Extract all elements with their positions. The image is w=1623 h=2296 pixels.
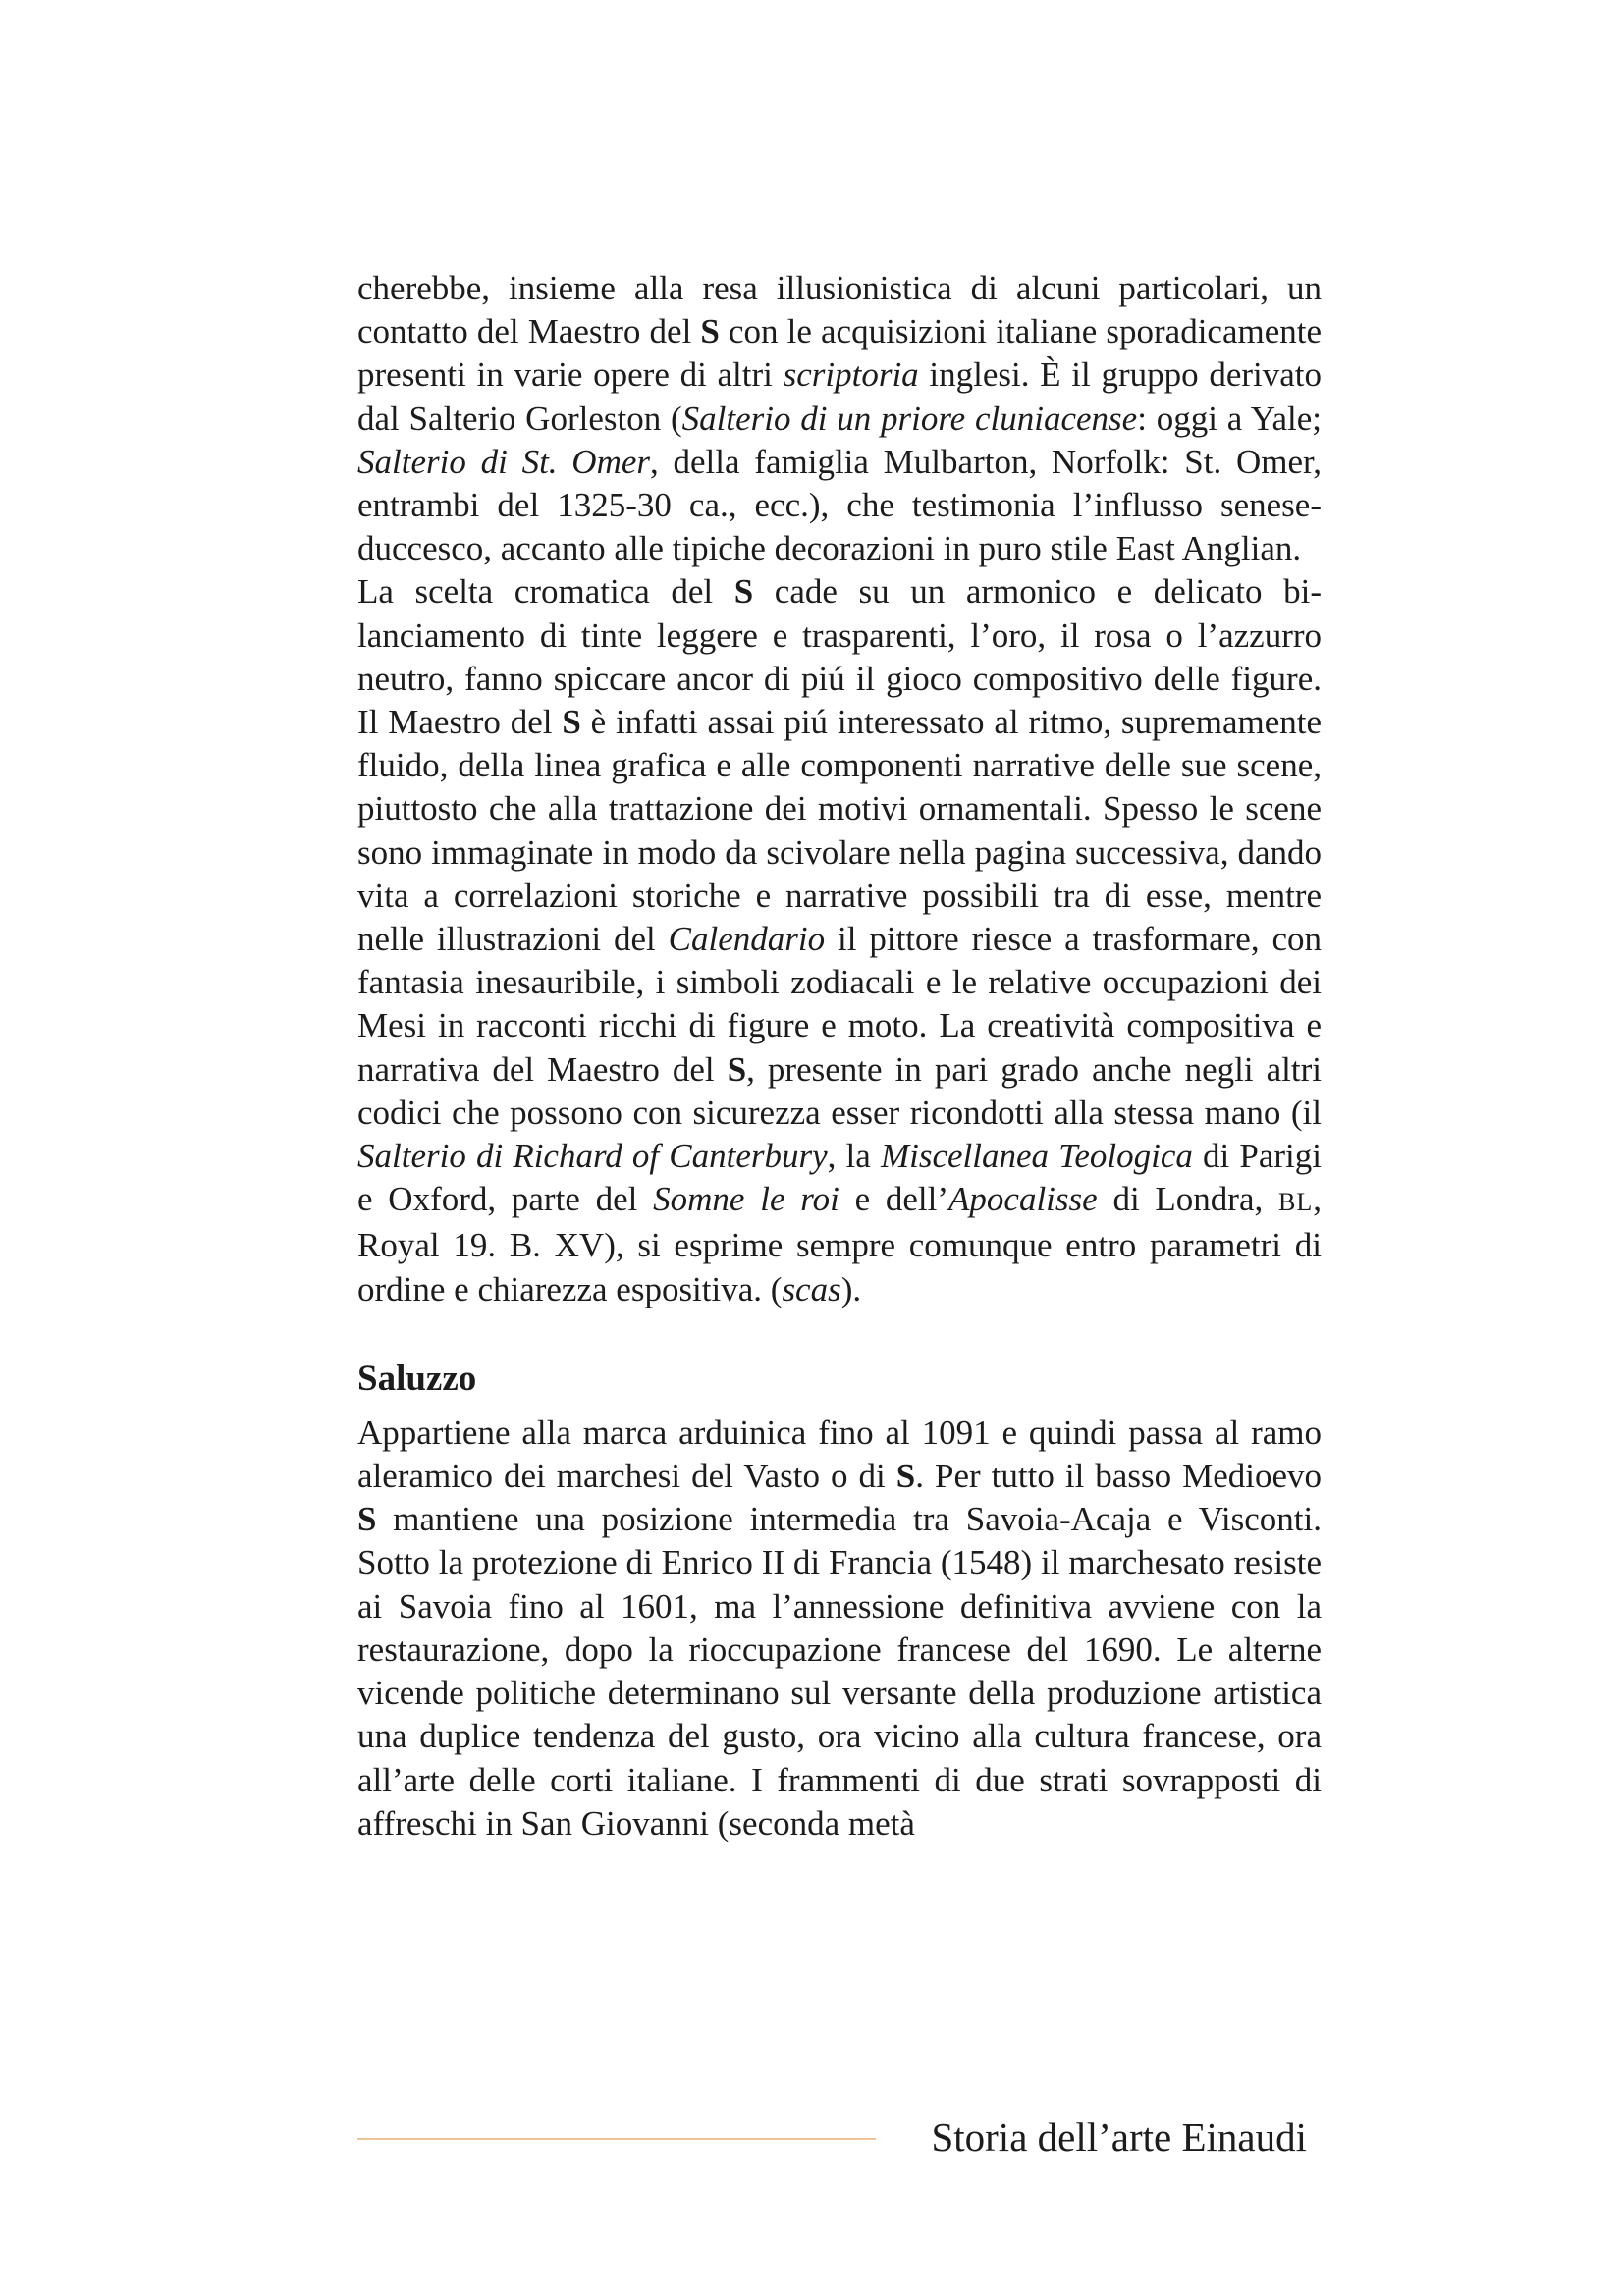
italic-text: scriptoria <box>783 355 919 395</box>
text-run: , la <box>827 1137 881 1176</box>
text-run: Appartiene alla marca arduinica fino al 1091 e quindi passa al ramo aleramico dei marchesi del Vasto o di <box>357 1413 1322 1496</box>
italic-text: Miscellanea Teologica <box>880 1137 1193 1176</box>
text-run: di Londra, <box>1097 1180 1279 1219</box>
bold-abbreviation: S <box>357 1500 377 1539</box>
italic-text: Calendario <box>668 920 826 959</box>
text-run: il pittore riesce a trasformare, con fantasia inesauribile, i simboli zodiacali e le relative occupazioni dei Mesi in racconti ricchi di figure e moto. La creatività compositiva e narrativa del Maestro del <box>357 920 1323 1089</box>
bold-abbreviation: S <box>562 703 581 742</box>
text-run: cade su un armonico e delicato bilanciamento di tinte leggere e trasparenti, l’oro, il rosa o l’azzurro neutro, fanno spiccare ancor di piú il gioco compositivo delle figure. Il Maestro del <box>357 572 1323 742</box>
bold-abbreviation: S <box>895 1457 916 1496</box>
italic-text: Salterio di Richard of Canterbury <box>357 1137 828 1176</box>
text-run: con le acquisizioni italiane sporadicamente presenti in varie opere di altri <box>357 312 1323 395</box>
paragraph-maestro-s-influences <box>357 267 1322 570</box>
italic-text: scas <box>782 1269 841 1308</box>
italic-text: Somne le roi <box>653 1180 839 1219</box>
text-run: di Parigi e Oxford, parte del <box>357 1137 1323 1219</box>
paragraph-saluzzo-history <box>357 1412 1322 1845</box>
italic-text: Apocalisse <box>948 1180 1098 1219</box>
text-run: inglesi. È il gruppo derivato dal Salterio Gorleston ( <box>357 355 1322 438</box>
text-run: ). <box>840 1269 862 1308</box>
text-run: La scelta cromatica del <box>357 572 734 612</box>
bold-abbreviation: S <box>727 1049 747 1089</box>
text-run: , Royal 19. B. XV), si esprime sempre comunque entro parametri di ordine e chiarezza espositiva. ( <box>357 1180 1322 1308</box>
italic-text: Salterio di St. Omer <box>357 442 651 481</box>
paragraph-maestro-s-colour <box>357 570 1322 1310</box>
text-run: , della famiglia Mulbarton, Norfolk: St. Omer, entrambi del 1325-30 ca., ecc.), che testimonia l’influsso senese-duccesco, accanto alle tipiche decorazioni in puro stile East Anglian. <box>357 442 1322 568</box>
text-run: cherebbe, insieme alla resa illusionistica di alcuni particolari, un contatto del Maestro del <box>357 269 1322 351</box>
text-run: . Per tutto il basso Medioevo <box>915 1457 1323 1496</box>
italic-text: Salterio di un priore cluniacense <box>681 399 1138 438</box>
footer-rule <box>357 2138 876 2140</box>
text-run: , presente in pari grado anche negli altri codici che possono con sicurezza esser ricondotti alla stessa mano (il <box>357 1049 1322 1132</box>
text-run: : oggi a Yale; <box>1137 399 1322 438</box>
text-run: e dell’ <box>839 1180 949 1219</box>
text-run: mantiene una posizione intermedia tra Savoia-Acaja e Visconti. Sotto la protezione di Enrico II di Francia (1548) il marchesato resiste ai Savoia fino al 1601, ma l’annessione definitiva avviene con la restaurazione, dopo la rioccupazione francese del 1690. Le alterne vicende politiche determinano sul versante della produzione artistica una duplice tendenza del gusto, ora vicino alla cultura francese, ora all’arte delle corti italiane. I frammenti di due strati sovrapposti di affreschi in San Giovanni (seconda metà <box>357 1500 1322 1842</box>
footer-series-title: Storia dell’arte Einaudi <box>931 2114 1307 2160</box>
bold-abbreviation: S <box>700 312 720 351</box>
text-run: è infatti assai piú interessato al ritmo, supremamente fluido, della linea grafica e alle componenti narrative delle sue scene, piuttosto che alla trattazione dei motivi ornamentali. Spesso le scene sono immaginate in modo da scivolare nella pagina successiva, dando vita a correlazioni storiche e narrative possibili tra di esse, mentre nelle illustrazioni del <box>357 703 1322 959</box>
small-caps-text: BL <box>1278 1188 1314 1217</box>
section-heading-saluzzo: Saluzzo <box>357 1358 477 1399</box>
bold-abbreviation: S <box>733 572 754 612</box>
page-body <box>357 267 1322 1845</box>
